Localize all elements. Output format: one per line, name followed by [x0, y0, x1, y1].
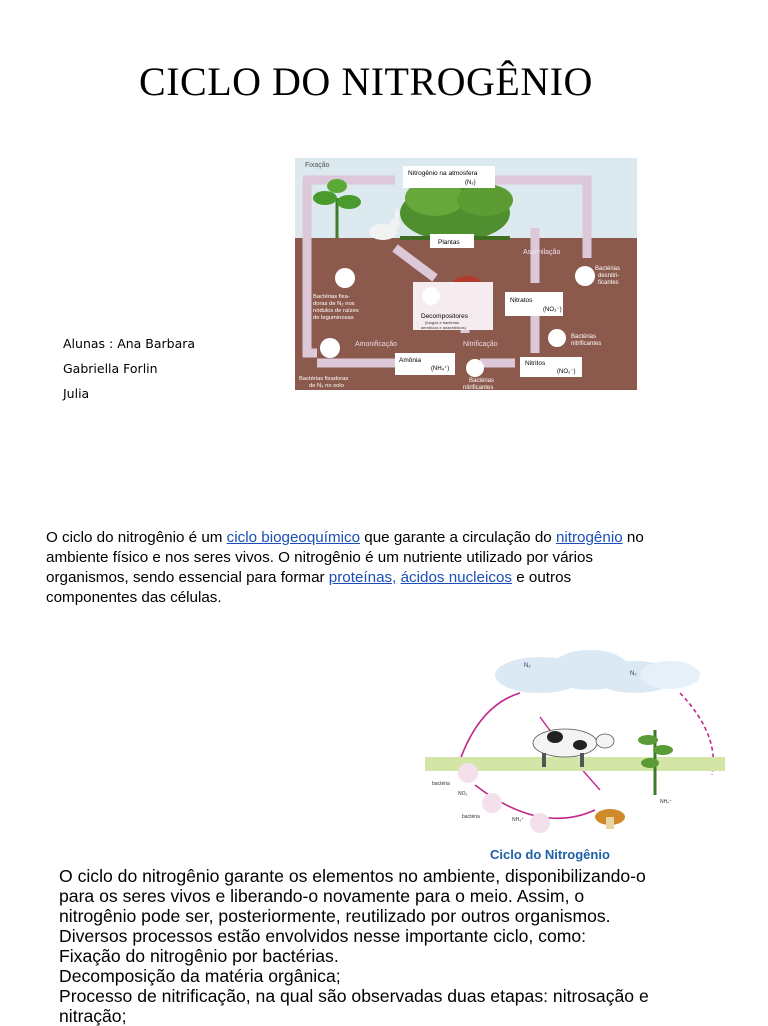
label-bact-nitr-bottom: Bactérias	[469, 378, 495, 384]
label-nh4: NH₄⁺	[512, 817, 524, 823]
link-ciclo-biogeoquimico[interactable]: ciclo biogeoquímico	[226, 529, 361, 546]
bacteria-icon	[466, 359, 484, 377]
para2-line: O ciclo do nitrogênio garante os elementos no ambiente, disponibilizando-o	[59, 866, 646, 886]
nitrogen-cycle-diagram	[295, 158, 637, 390]
para2-line: nitração;	[59, 1006, 127, 1026]
label-nitritos: Nitritos	[525, 360, 546, 367]
label-nh4-right: NH₄⁺	[660, 799, 672, 805]
cycle-arrow	[460, 693, 520, 760]
label-nitratos: Nitratos	[510, 297, 533, 304]
label-bact-solo: de N₂ no solo	[309, 383, 344, 389]
body-paragraph	[59, 866, 749, 1026]
student-names	[63, 331, 195, 406]
label-nitrificacao: Nitrificação	[463, 341, 498, 348]
student-line-2: Gabriella Forlin	[63, 361, 158, 376]
bacteria-icon	[575, 266, 595, 286]
diagram-caption: Ciclo do Nitrogênio	[490, 847, 610, 862]
label-bact-fix: doras de N₂ nos	[313, 301, 355, 307]
label-no3: NO₃	[458, 791, 468, 797]
label-decomp-sub: aeróbicos e anaeróbicos)	[421, 325, 466, 330]
para2-line: Diversos processos estão envolvidos nesse importante ciclo, como:	[59, 926, 587, 946]
bacteria-icon	[548, 329, 566, 347]
link-nitrogenio[interactable]: nitrogênio	[555, 529, 623, 546]
student-line-3: Julia	[63, 386, 90, 401]
label-amonificacao: Amonificação	[355, 341, 398, 348]
label-bact-fix: nódulos de raízes	[313, 308, 359, 314]
para1-text: O ciclo do nitrogênio é um	[46, 529, 227, 546]
label-decomp-sub: (fungos e bactérias	[425, 320, 460, 325]
bacteria-icon	[458, 763, 478, 783]
label-bact-desn: Bactérias	[595, 266, 621, 272]
para2-line: Fixação do nitrogênio por bactérias.	[59, 946, 339, 966]
label-n2-right: N₂	[630, 671, 637, 677]
bacteria-icon	[422, 287, 440, 305]
label-atmosfera: Nitrogênio na atmosfera	[408, 170, 478, 177]
para1-text: que garante a circulação do	[360, 529, 556, 546]
label-plantas: Plantas	[438, 239, 460, 246]
label-n2-left: N₂	[524, 663, 531, 669]
cloud-icon	[495, 650, 700, 693]
label-assimilacao: Assimilação	[523, 249, 561, 256]
para2-line: nitrogênio pode ser, posteriormente, reutilizado por outros organismos.	[59, 906, 611, 926]
label-nitratos-formula: (NO₃⁻)	[543, 307, 562, 313]
label-bact-nitr: Bactérias	[571, 334, 597, 340]
label-bact-nitr-bottom: nitrificantes	[463, 385, 494, 390]
label-bact-desn: ficantes	[598, 280, 619, 286]
link-proteinas[interactable]: proteínas,	[328, 569, 397, 586]
label-bact-fix: Bactérias fixa-	[313, 294, 350, 300]
bacteria-icon	[335, 268, 355, 288]
para2-line: para os seres vivos e liberando-o novamente para o meio. Assim, o	[59, 886, 585, 906]
label-amonia: Amônia	[399, 357, 422, 364]
para2-line: Decomposição da matéria orgânica;	[59, 966, 341, 986]
cartoon-cycle-diagram	[420, 645, 730, 865]
intro-paragraph	[46, 528, 646, 608]
bacteria-icon	[320, 338, 340, 358]
label-bact-desn: desnitri-	[598, 273, 620, 279]
label-bact-solo: Bactérias fixadoras	[299, 376, 349, 382]
label-atmosfera-formula: (N₂)	[465, 180, 476, 186]
label-decompositores: Decompositores	[421, 313, 468, 320]
para1-text: no ambiente físico e nos seres vivos. O nitrogênio é um nutriente utilizado por vários organismos, sendo essencial para formar	[46, 529, 644, 586]
mushroom-icon	[595, 809, 625, 829]
label-bacteria: bactéria	[432, 781, 450, 787]
student-line-1: Alunas : Ana Barbara	[63, 336, 196, 351]
label-fixacao: Fixação	[305, 162, 330, 169]
label-bact-fix: de leguminosas	[313, 315, 354, 321]
para1-text: e outros componentes das células.	[46, 569, 572, 606]
label-bacteria: bactéria	[462, 814, 480, 820]
label-amonia-formula: (NH₄⁺)	[431, 366, 450, 372]
page-title: CICLO DO NITROGÊNIO	[139, 59, 593, 104]
bacteria-icon	[482, 793, 502, 813]
label-nitritos-formula: (NO₂⁻)	[557, 369, 576, 375]
label-bact-nitr: nitrificantes	[571, 341, 602, 347]
bacteria-icon	[530, 813, 550, 833]
link-acidos-nucleicos[interactable]: ácidos nucleicos	[400, 569, 513, 586]
para2-line: Processo de nitrificação, na qual são observadas duas etapas: nitrosação e	[59, 986, 649, 1006]
